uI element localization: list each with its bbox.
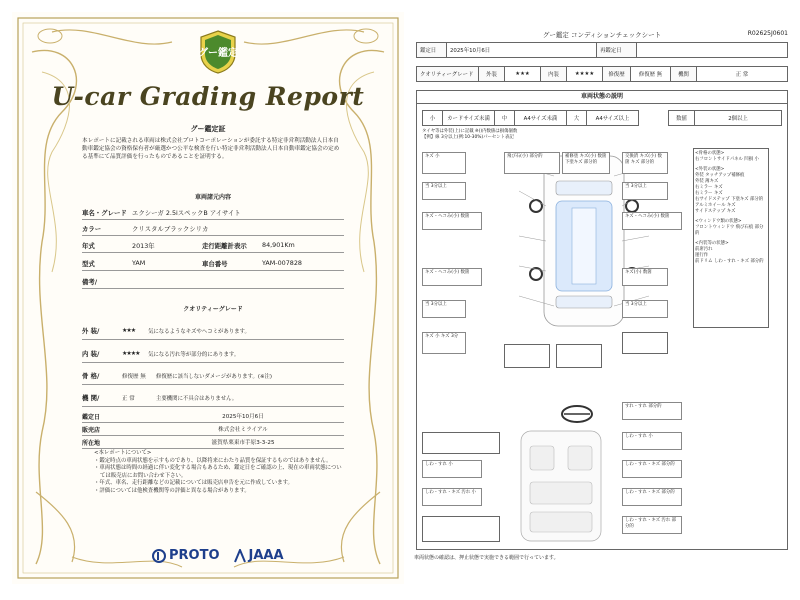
- model-label: 型式: [82, 259, 95, 268]
- damage-label: 当 3分以上: [422, 300, 466, 318]
- damage-label: キズ(小) 数箇: [622, 268, 668, 286]
- interior-desc: 気になる汚れ等が部分的にあります。: [148, 351, 240, 358]
- mileage-label: 走行距離計表示: [202, 241, 247, 250]
- grading-certificate: [12, 12, 404, 584]
- proto-logo: [152, 548, 220, 563]
- interior-label-box: しわ・すれ・キズ 汚れ 部分的: [622, 516, 682, 534]
- damage-label: キズ 小: [422, 152, 466, 174]
- note-line: <ウィンドウ類の状態>: [695, 219, 742, 224]
- interior-label-box: しわ・すれ・キズ 部分的: [622, 488, 682, 506]
- remarks-label: 備考/: [82, 277, 98, 286]
- size-legend-table: [422, 110, 782, 126]
- count-label: 数値: [669, 111, 695, 126]
- address-label: 所在地: [82, 439, 101, 447]
- date-table: [416, 42, 788, 58]
- size-mid: 中: [495, 111, 515, 126]
- damage-label: 当 3分以上: [622, 300, 668, 318]
- exterior-stars: ★★★: [122, 327, 136, 334]
- damage-label: 当 3分以上: [622, 182, 668, 200]
- sheet-engine-label: 機関: [671, 67, 697, 82]
- color-value: クリスタルブラックシリカ: [132, 224, 209, 233]
- report-intro: 本レポートに記載される車両は株式会社プロトコーポレーションが委託する特定非営利活動法人日本自動車鑑定協会の資格保有者が厳選かつ公平な検査を行い特定非営利活動法人日本自動車鑑定協会の定める基準にて品質評価を行ったものであることを証明する。: [82, 138, 340, 160]
- vehicle-section-heading: 車両諸元内容: [194, 194, 231, 201]
- row-vehicle-name: [82, 205, 344, 220]
- size-a4-more: A4サイズ以上: [587, 111, 639, 126]
- engine-label: 機 関/: [82, 394, 100, 402]
- legend-line-2: 【例】線 3分以上(例:10-30%)パーセント表記: [422, 135, 514, 140]
- damage-label: 当 3分以上: [422, 182, 466, 200]
- car-interior-diagram: [506, 426, 616, 546]
- note-item: ・評価については他検査機関等の評価と異なる場合があります。: [94, 487, 250, 494]
- legend-notes: [422, 129, 517, 141]
- damage-label: キズ 小 キズ 3分: [422, 332, 466, 354]
- row-model-chassis: [82, 256, 344, 271]
- note-line: 前席汚れ: [695, 247, 713, 252]
- exterior-desc: 気になるようなキズやヘコミがあります。: [148, 328, 250, 335]
- note-line: 前ドリム しわ・すれ・キズ 部分的: [695, 259, 764, 264]
- sheet-qg-label: クオリティーグレード: [417, 67, 479, 82]
- year-label: 年式: [82, 241, 95, 250]
- date-label: 鑑定日: [82, 413, 101, 421]
- name-value: エクシーガ 2.5iスペックB アイサイト: [132, 208, 241, 217]
- size-card: カードサイズ未満: [443, 111, 495, 126]
- frame-desc: 修復歴に該当しないダメージがあります。(※注): [156, 373, 272, 380]
- jaaa-logo: [234, 548, 284, 563]
- note-line: アルミホイール キズ: [695, 203, 736, 208]
- note-line: 運行作: [695, 253, 709, 258]
- steering-wheel-icon: [560, 404, 594, 424]
- count-value: 2個以上: [695, 111, 782, 126]
- proto-logo-text: PROTO: [169, 548, 220, 563]
- model-value: YAM: [132, 259, 146, 267]
- note-line: 右ミラー キズ: [695, 191, 723, 196]
- legend-line-1: タイヤ等は外装(上)に記載 ※()内数値は損傷個数: [422, 129, 518, 134]
- note-line: フロントウィンドウ 飛び石痕 部分的: [695, 225, 764, 236]
- note-item: ・車両状態は時間の経過に伴い変化する場合もあるため、鑑定日をご確認の上、現在の車両状態については販売店にお問い合わせ下さい。: [94, 465, 342, 479]
- note-line: <外装の状態>: [695, 167, 725, 172]
- frame-grade: 修復歴 無: [122, 373, 146, 380]
- color-label: カラー: [82, 224, 102, 233]
- empty-box: [622, 332, 668, 354]
- condition-check-sheet: [414, 26, 790, 586]
- empty-box: [422, 516, 500, 542]
- report-title: U-car Grading Report: [51, 82, 365, 111]
- engine-desc: 主要機関に不具合はありません。: [156, 395, 238, 402]
- engine-grade: 正 常: [122, 395, 135, 402]
- badge-text: グー鑑定: [198, 48, 238, 59]
- condition-notes: [695, 151, 767, 265]
- note-item: ・年式、車名、走行距離などの記載については販売店申告を元に作成しています。: [94, 480, 293, 486]
- reappraisal-label: 再鑑定日: [597, 43, 637, 58]
- dealer-value: 株式会社ミライアル: [218, 427, 268, 433]
- interior-label-box: しわ・すれ 小: [422, 460, 482, 478]
- mileage-value: 84,901Km: [262, 241, 295, 249]
- year-value: 2013年: [132, 241, 155, 250]
- size-small: 小: [423, 111, 443, 126]
- interior-label-box: しわ・すれ・キズ 部分的: [622, 460, 682, 478]
- sheet-code: R02625J0601: [747, 30, 788, 37]
- jaaa-mark-icon: [234, 549, 246, 563]
- exterior-label: 外 装/: [82, 327, 100, 335]
- sheet-ext-label: 外装: [479, 67, 505, 82]
- note-line: 外装 タッチアップ補修痕: [695, 173, 745, 178]
- row-remarks: [82, 274, 344, 289]
- row-exterior: [82, 322, 344, 340]
- damage-label: キズ・ヘコみ(小) 数箇: [422, 212, 482, 230]
- goo-appraisal-badge-icon: [198, 30, 238, 74]
- address-value: 滋賀県栗東市手原3-3-25: [211, 440, 275, 446]
- reappraisal-value: [637, 43, 788, 58]
- empty-box: [504, 344, 550, 368]
- notes-title: <本レポートについて>: [94, 450, 152, 456]
- damage-label: 飛び石(小) 部分的: [504, 152, 560, 174]
- sheet-date-label: 鑑定日: [417, 43, 447, 58]
- note-line: <内装等の状態>: [695, 241, 729, 246]
- row-interior: [82, 345, 344, 363]
- size-a4-less: A4サイズ未満: [515, 111, 567, 126]
- row-engine: [82, 389, 344, 407]
- damage-label: 補修塗 キズ(小) 数箇 下塗キズ 部分的: [562, 152, 610, 174]
- sheet-ext-stars: ★★★: [505, 67, 541, 82]
- date-value: 2025年10月6日: [222, 414, 264, 420]
- interior-label: 内 装/: [82, 350, 100, 358]
- jaaa-logo-text: JAAA: [248, 548, 284, 563]
- row-frame: [82, 367, 344, 385]
- report-notes: [94, 450, 344, 495]
- row-color: [82, 221, 344, 236]
- empty-box: [422, 432, 500, 454]
- damage-label: 交換済 キズ(小) 数箇 キズ 部分的: [622, 152, 668, 174]
- interior-stars: ★★★★: [122, 350, 140, 357]
- frame-label: 骨 格/: [82, 372, 100, 380]
- row-appraisal-date: [82, 410, 344, 423]
- row-year-mileage: [82, 238, 344, 253]
- sheet-repair-label: 修復歴: [603, 67, 631, 82]
- note-line: 右ミラー キズ: [695, 185, 723, 190]
- damage-label: キズ・ヘコみ(小) 数箇: [622, 212, 682, 230]
- chassis-label: 車台番号: [202, 259, 228, 268]
- name-label: 車名・グレード: [82, 208, 127, 217]
- state-title: 車両状態の説明: [416, 90, 788, 104]
- damage-label: キズ・ヘコみ(小) 数箇: [422, 268, 482, 286]
- note-line: <骨格の状態>: [695, 151, 725, 156]
- row-address: [82, 436, 344, 449]
- quality-section-heading: クオリティーグレード: [183, 306, 243, 313]
- note-line: 外装 薄キズ: [695, 179, 719, 184]
- empty-box: [556, 344, 602, 368]
- grade-table: [416, 66, 788, 82]
- proto-mark-icon: [152, 549, 166, 563]
- sheet-int-label: 内装: [541, 67, 567, 82]
- sheet-engine-value: 正 常: [697, 67, 788, 82]
- logos: [152, 548, 312, 563]
- note-line: 右サイドステップ 下塗キズ 部分的: [695, 197, 764, 202]
- interior-label-box: しわ・すれ・キズ 汚れ 小: [422, 488, 482, 506]
- chassis-value: YAM-007828: [262, 259, 302, 267]
- sheet-title: グー鑑定 コンディションチェックシート: [542, 31, 662, 39]
- dealer-label: 販売店: [82, 426, 101, 434]
- note-item: ・鑑定時点の車両状態を示すものであり、以降将来にわたり品質を保証するものではありません。: [94, 457, 332, 464]
- note-line: 右フロントサイドパネル 凹損 小: [695, 157, 759, 162]
- sheet-repair-value: 修復歴 無: [631, 67, 671, 82]
- interior-label-box: しわ・すれ 小: [622, 432, 682, 450]
- row-dealer: [82, 423, 344, 436]
- sheet-int-stars: ★★★★: [567, 67, 603, 82]
- report-subtitle: グー鑑定証: [190, 125, 226, 133]
- interior-label-box: すれ・すれ 部分的: [622, 402, 682, 420]
- sheet-footer: 車両状態の確認は、押止状態で実施できる範囲で行っています。: [414, 555, 559, 561]
- note-line: サイドステップ キズ: [695, 209, 736, 214]
- size-large: 大: [567, 111, 587, 126]
- sheet-date-value: 2025年10月6日: [447, 43, 597, 58]
